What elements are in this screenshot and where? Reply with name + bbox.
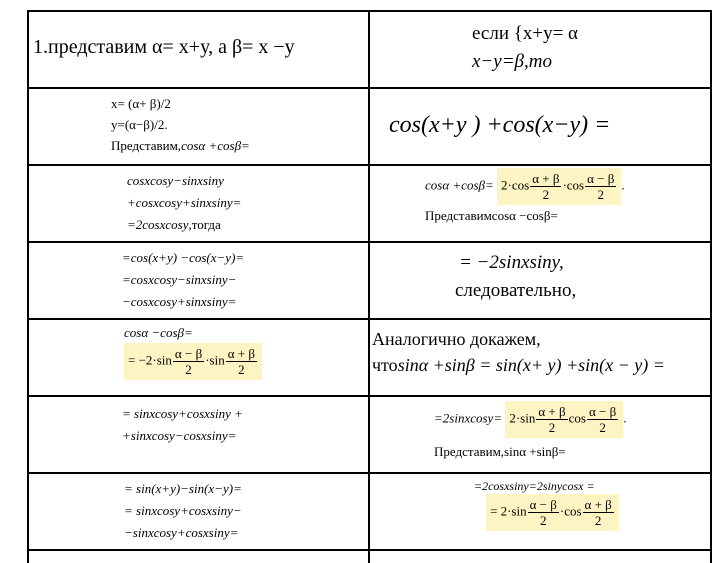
sin-sum-expression: sinα +sinβ = sin(x+ y) +sin(x − y) = [397, 355, 665, 375]
fraction-numerator: α − β [587, 171, 615, 186]
fraction [585, 171, 616, 202]
sin-sum-prefix: =2sinxcosy= [434, 410, 503, 426]
row-divider [27, 87, 712, 89]
table-border-left [27, 10, 29, 563]
row1-right-cell [472, 20, 578, 76]
difference-line-1: =cos(x+y) −cos(x−y)= [122, 250, 245, 265]
x-expression: х= (α+ β)/2 [111, 96, 171, 111]
row5-right-cell [372, 326, 665, 378]
analogous-text: Аналогично докажем, [372, 329, 541, 349]
next-representation: Представим,sinα +sinβ= [434, 444, 566, 459]
cos-sum-prefix: cosα +cosβ= [425, 177, 494, 193]
row3-right-cell [425, 168, 625, 224]
row2-left-cell [111, 93, 250, 156]
fraction-numerator: α − β [174, 346, 203, 361]
mult-2: ·cos [562, 177, 585, 193]
mult-1: 2·sin [509, 410, 536, 426]
row-divider [27, 318, 712, 320]
fraction-numerator: α + β [584, 497, 612, 512]
fraction [226, 346, 257, 377]
system-line-1: если {x+y= α [472, 23, 578, 44]
that-prefix: что [372, 355, 398, 375]
row4-left-cell [122, 247, 244, 313]
formula-prefix: = 2·sin [490, 503, 527, 519]
table-border-right [710, 10, 712, 563]
fraction [530, 171, 561, 202]
row-divider [27, 164, 712, 166]
fraction [528, 497, 559, 528]
difference-line-3: −cosxcosy+sinxsiny= [122, 294, 237, 309]
formula-end: . [623, 410, 627, 426]
row6-left-cell [122, 403, 243, 447]
next-representation: Представимcosα −cosβ= [425, 208, 558, 223]
row2-right-cell [389, 112, 610, 139]
fraction-numerator: α − β [529, 497, 557, 512]
row7-left-cell [124, 478, 242, 544]
row3-left-cell [127, 170, 241, 236]
expansion-line-3 [127, 214, 241, 236]
sin-diff-heading: =2cosxsiny=2sinycosx = [474, 479, 595, 493]
fraction-denominator: 2 [548, 420, 556, 435]
difference-line-2: =cosxcosy−sinxsiny− [122, 272, 237, 287]
row-divider [27, 472, 712, 474]
fraction-denominator: 2 [185, 362, 192, 377]
difference-result: = −2sinxsiny, [459, 252, 564, 273]
y-expression: у=(α−β)/2. [111, 117, 168, 132]
fraction [536, 404, 567, 435]
row5-left-cell [124, 323, 262, 380]
row1-left-cell [33, 36, 295, 59]
substitution-statement: 1.представим α= х+у, а β= х −у [33, 36, 295, 58]
sin-diff-line-3: −sinxcosy+cosxsiny= [124, 525, 239, 540]
fraction-denominator: 2 [539, 513, 547, 528]
mult-1: 2·cos [501, 177, 530, 193]
expansion-line-1: cosxcosy−sinxsiny [127, 173, 224, 188]
proof-table [27, 10, 713, 563]
highlighted-formula [486, 494, 619, 531]
fraction-denominator: 2 [597, 187, 604, 202]
mult-2: cos [568, 410, 586, 426]
cos-diff-formula [124, 343, 262, 380]
system-line-2: x−y=β,то [472, 51, 552, 72]
mult-2: ·cos [559, 503, 582, 519]
highlighted-formula [124, 343, 262, 380]
sin-expansion-line-1: = sinxcosy+cosxsiny + [122, 406, 243, 421]
fraction [173, 346, 204, 377]
fraction-numerator: α + β [538, 404, 566, 419]
mult-2: ·sin [205, 352, 225, 368]
fraction-denominator: 2 [238, 362, 245, 377]
expansion-line-2: +cosxcosy+sinxsiny= [127, 195, 242, 210]
sin-sum-formula [434, 401, 626, 438]
formula-end: . [621, 177, 625, 193]
fraction-numerator: α − β [588, 404, 617, 419]
fraction [583, 497, 614, 528]
fraction [587, 404, 618, 435]
row4-right-cell [455, 252, 576, 302]
table-border-top [27, 10, 712, 12]
sin-diff-line-2: = sinxcosy+cosxsiny− [124, 503, 242, 518]
sin-sum-statement [372, 352, 665, 378]
expansion-suffix: ,тогда [188, 217, 221, 232]
cos-sum-expression: cos(x+y ) +cos(x−y) = [389, 112, 611, 138]
cos-sum-formula [425, 168, 625, 205]
row7-right-cell [474, 478, 619, 531]
represent-math: cosα +cosβ= [181, 138, 250, 153]
fraction-numerator: α + β [227, 346, 255, 361]
cos-diff-heading: cosα −cosβ= [124, 325, 193, 340]
row6-right-cell [434, 401, 626, 460]
consequently-text: следовательно, [455, 280, 577, 301]
represent-prefix: Представим, [111, 138, 182, 153]
fraction-numerator: α + β [532, 171, 560, 186]
fraction-denominator: 2 [542, 187, 550, 202]
sin-expansion-line-2: +sinxcosy−cosxsiny= [122, 428, 237, 443]
fraction-denominator: 2 [599, 420, 606, 435]
table-border-middle [368, 10, 370, 563]
expansion-result: =2cosxcosy [127, 217, 189, 232]
row-divider [27, 395, 712, 397]
represent-line [111, 135, 250, 156]
fraction-denominator: 2 [594, 513, 602, 528]
highlighted-formula [497, 168, 621, 205]
sin-diff-line-1: = sin(x+y)−sin(x−y)= [124, 481, 242, 496]
sin-diff-formula [486, 494, 619, 531]
formula-prefix: = −2·sin [128, 352, 172, 368]
highlighted-formula [505, 401, 623, 438]
row-divider [27, 549, 712, 551]
row-divider [27, 241, 712, 243]
